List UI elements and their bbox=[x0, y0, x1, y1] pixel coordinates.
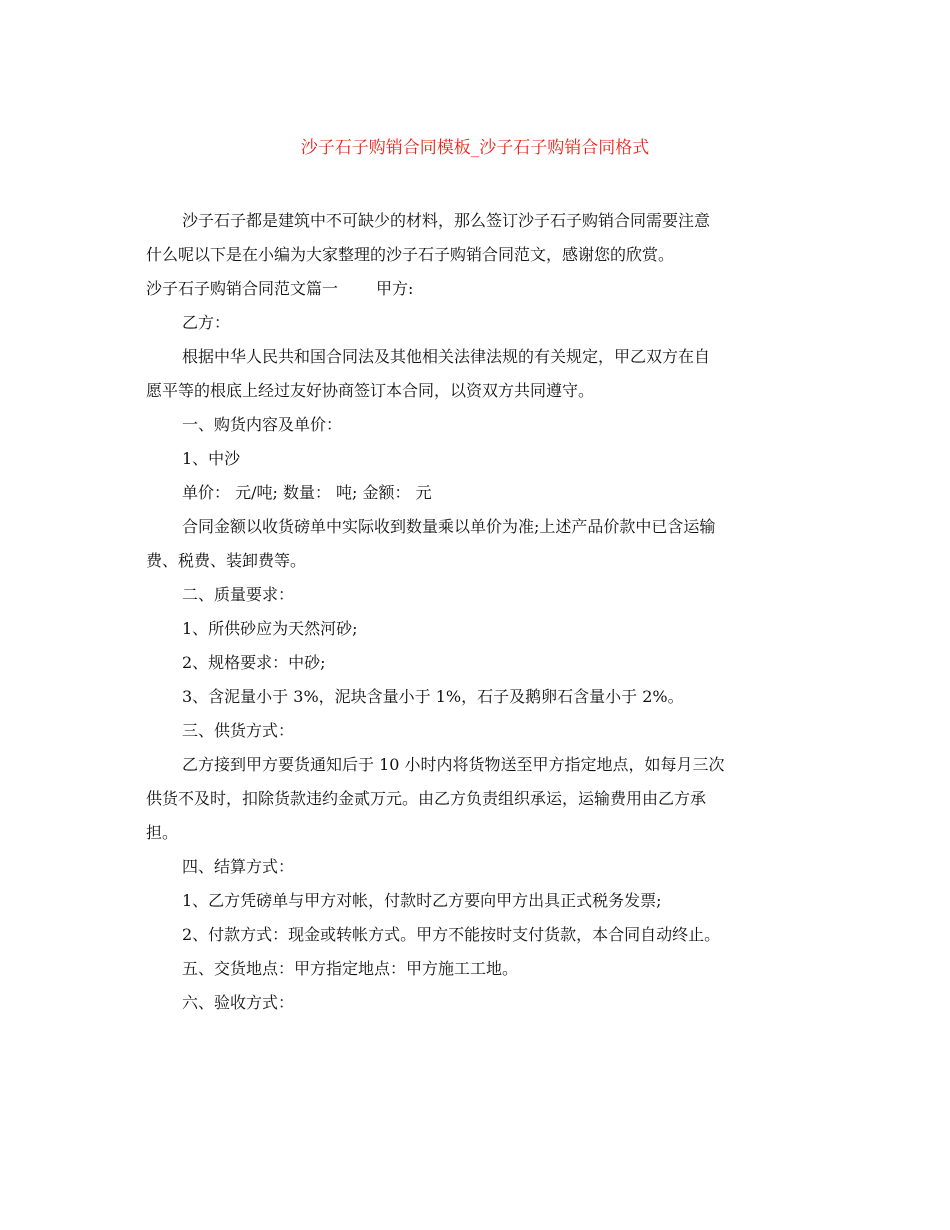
settlement-item-1: 1、乙方凭磅单与甲方对帐，付款时乙方要向甲方出具正式税务发票; bbox=[182, 891, 662, 910]
price-quantity-amount: 单价： 元/吨; 数量： 吨; 金额： 元 bbox=[182, 483, 432, 502]
section-heading-acceptance: 六、验收方式： bbox=[182, 993, 295, 1012]
paragraph-supply-line1: 乙方接到甲方要货通知后于 10 小时内将货物送至甲方指定地点，如每月三次 bbox=[182, 755, 725, 774]
quality-item-2: 2、规格要求：中砂; bbox=[182, 653, 326, 672]
party-a-label: 甲方: bbox=[376, 279, 414, 298]
party-b-label: 乙方： bbox=[182, 313, 231, 332]
section-heading-purchase: 一、购货内容及单价： bbox=[182, 415, 343, 434]
paragraph-intro-line2: 什么呢以下是在小编为大家整理的沙子石子购销合同范文，感谢您的欣赏。 bbox=[146, 245, 675, 264]
quality-item-1: 1、所供砂应为天然河砂; bbox=[182, 619, 358, 638]
paragraph-supply-line2: 供货不及时，扣除货款违约金贰万元。由乙方负责组织承运，运输费用由乙方承 bbox=[146, 789, 707, 808]
paragraph-heading-party-a bbox=[146, 272, 808, 306]
section-heading-settlement: 四、结算方式： bbox=[182, 857, 295, 876]
document-body bbox=[146, 204, 808, 1020]
section-heading-supply: 三、供货方式： bbox=[182, 721, 295, 740]
paragraph-intro-line1: 沙子石子都是建筑中不可缺少的材料，那么签订沙子石子购销合同需要注意 bbox=[182, 211, 711, 230]
section-heading-quality: 二、质量要求： bbox=[182, 585, 295, 604]
item-medium-sand: 1、中沙 bbox=[182, 449, 241, 468]
paragraph-preamble-line1: 根据中华人民共和国合同法及其他相关法律法规的有关规定，甲乙双方在自 bbox=[182, 347, 711, 366]
document-title: 沙子石子购销合同模板_沙子石子购销合同格式 bbox=[300, 138, 650, 158]
settlement-item-2: 2、付款方式：现金或转帐方式。甲方不能按时支付货款，本合同自动终止。 bbox=[182, 925, 721, 944]
quality-item-3: 3、含泥量小于 3%，泥块含量小于 1%，石子及鹅卵石含量小于 2%。 bbox=[182, 687, 684, 706]
paragraph-preamble-line2: 愿平等的根底上经过友好协商签订本合同，以资双方共同遵守。 bbox=[146, 381, 595, 400]
section-heading-delivery: 五、交货地点：甲方指定地点：甲方施工工地。 bbox=[182, 959, 519, 978]
paragraph-supply-line3: 担。 bbox=[146, 823, 179, 842]
paragraph-amount-line1: 合同金额以收货磅单中实际收到数量乘以单价为准;上述产品价款中已含运输 bbox=[182, 517, 716, 536]
sample-heading: 沙子石子购销合同范文篇一 bbox=[146, 279, 339, 298]
paragraph-amount-line2: 费、税费、装卸费等。 bbox=[146, 551, 307, 570]
